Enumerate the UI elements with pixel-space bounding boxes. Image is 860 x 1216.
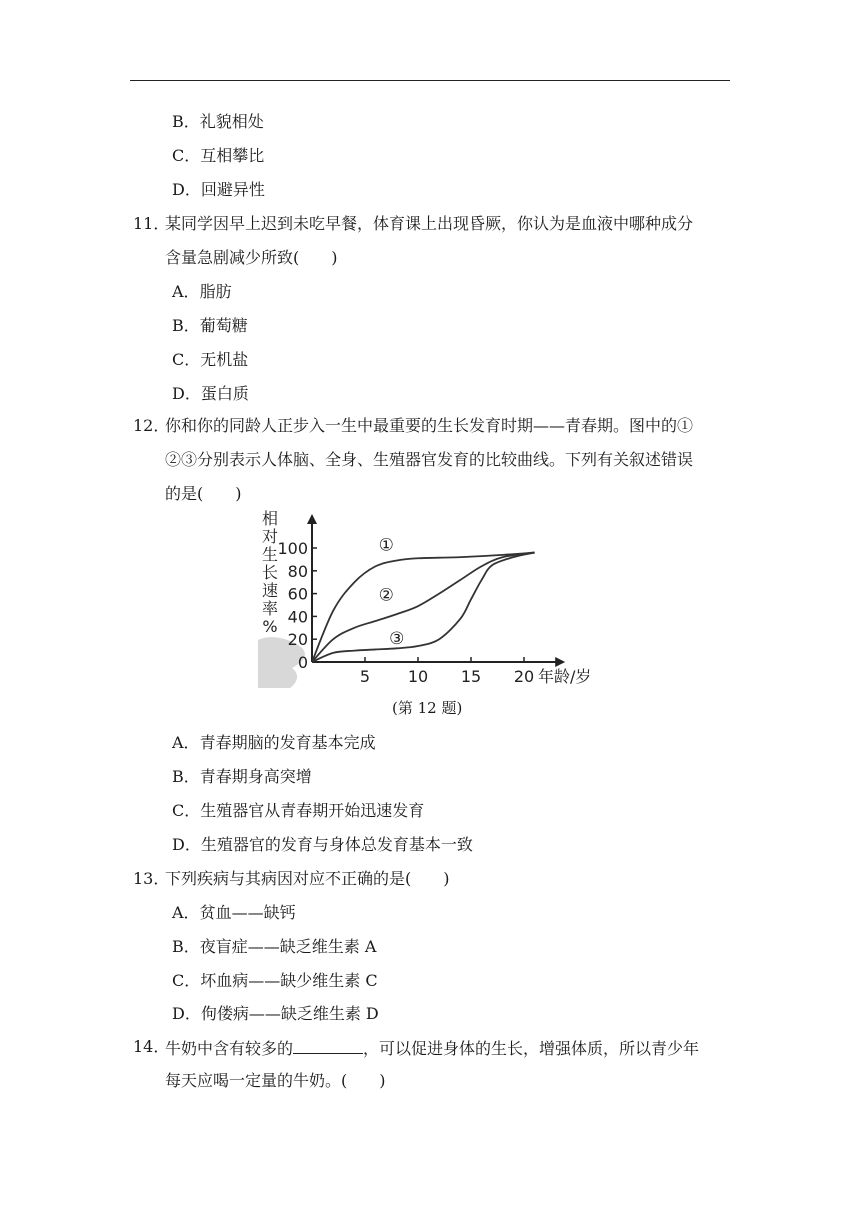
q12-number: 12． xyxy=(133,416,170,435)
q13-option-b[interactable]: B．夜盲症——缺乏维生素 A xyxy=(172,937,377,956)
q14-stem-line2: 每天应喝一定量的牛奶。( ) xyxy=(165,1071,386,1090)
y-tick-label: 20 xyxy=(287,630,308,650)
q13-option-a[interactable]: A．贫血——缺钙 xyxy=(172,903,296,922)
growth-chart xyxy=(250,508,610,693)
answer-blank[interactable] xyxy=(293,1037,363,1054)
q13-number: 13． xyxy=(133,869,170,888)
prev-option-b[interactable]: B．礼貌相处 xyxy=(172,112,264,131)
q12-stem-line1: 你和你的同龄人正步入一生中最重要的生长发育时期——青春期。图中的① xyxy=(165,416,694,435)
x-axis-label: 年龄/岁 xyxy=(538,667,592,686)
q11-option-d[interactable]: D．蛋白质 xyxy=(172,384,249,403)
q11-option-b[interactable]: B．葡萄糖 xyxy=(172,316,248,335)
prev-option-d[interactable]: D．回避异性 xyxy=(172,180,265,199)
x-tick-label: 15 xyxy=(460,667,482,686)
q11-stem-line1: 某同学因早上迟到未吃早餐，体育课上出现昏厥，你认为是血液中哪种成分 xyxy=(165,214,694,233)
y-axis-arrow xyxy=(307,514,317,524)
y-axis-label-text: 相对生长速率% xyxy=(261,509,279,636)
q12-stem-line2: ②③分别表示人体脑、全身、生殖器官发育的比较曲线。下列有关叙述错误 xyxy=(165,450,694,469)
figure-caption: (第 12 题) xyxy=(392,699,463,717)
y-tick-label: 60 xyxy=(287,584,308,604)
q13-option-c[interactable]: C．坏血病——缺少维生素 C xyxy=(172,971,378,990)
y-tick-label: 0 xyxy=(297,653,308,672)
x-tick-label: 20 xyxy=(513,667,535,686)
prev-option-c[interactable]: C．互相攀比 xyxy=(172,146,265,165)
x-tick-label: 10 xyxy=(407,667,429,686)
curve-3 xyxy=(312,553,535,662)
q12-option-b[interactable]: B．青春期身高突增 xyxy=(172,767,312,786)
q14-stem-line1: 牛奶中含有较多的 ，可以促进身体的生长，增强体质，所以青少年 xyxy=(165,1039,700,1058)
q12-stem-line3: 的是( ) xyxy=(165,484,242,503)
y-tick-label: 80 xyxy=(287,561,308,581)
q11-stem-line2: 含量急剧减少所致( ) xyxy=(165,248,338,267)
x-tick-label: 5 xyxy=(359,667,371,686)
axes xyxy=(307,514,565,667)
curve-2-label: ② xyxy=(378,585,394,606)
curve-1-label: ① xyxy=(378,535,394,556)
y-axis-label xyxy=(262,509,278,636)
q13-option-d[interactable]: D．佝偻病——缺乏维生素 D xyxy=(172,1004,379,1023)
x-axis-arrow xyxy=(555,657,565,667)
q11-option-c[interactable]: C．无机盐 xyxy=(172,350,249,369)
q12-option-a[interactable]: A．青春期脑的发育基本完成 xyxy=(172,733,376,752)
q14-number: 14． xyxy=(133,1037,170,1056)
q11-option-a[interactable]: A．脂肪 xyxy=(172,282,232,301)
y-tick-label: 40 xyxy=(287,607,308,627)
q11-number: 11． xyxy=(133,214,170,233)
curve-3-label: ③ xyxy=(389,628,405,649)
q12-option-c[interactable]: C．生殖器官从青春期开始迅速发育 xyxy=(172,801,425,820)
header-rule xyxy=(130,80,730,81)
y-tick-label: 100 xyxy=(277,539,308,558)
q13-stem: 下列疾病与其病因对应不正确的是( ) xyxy=(165,869,450,888)
q12-option-d[interactable]: D．生殖器官的发育与身体总发育基本一致 xyxy=(172,835,473,854)
